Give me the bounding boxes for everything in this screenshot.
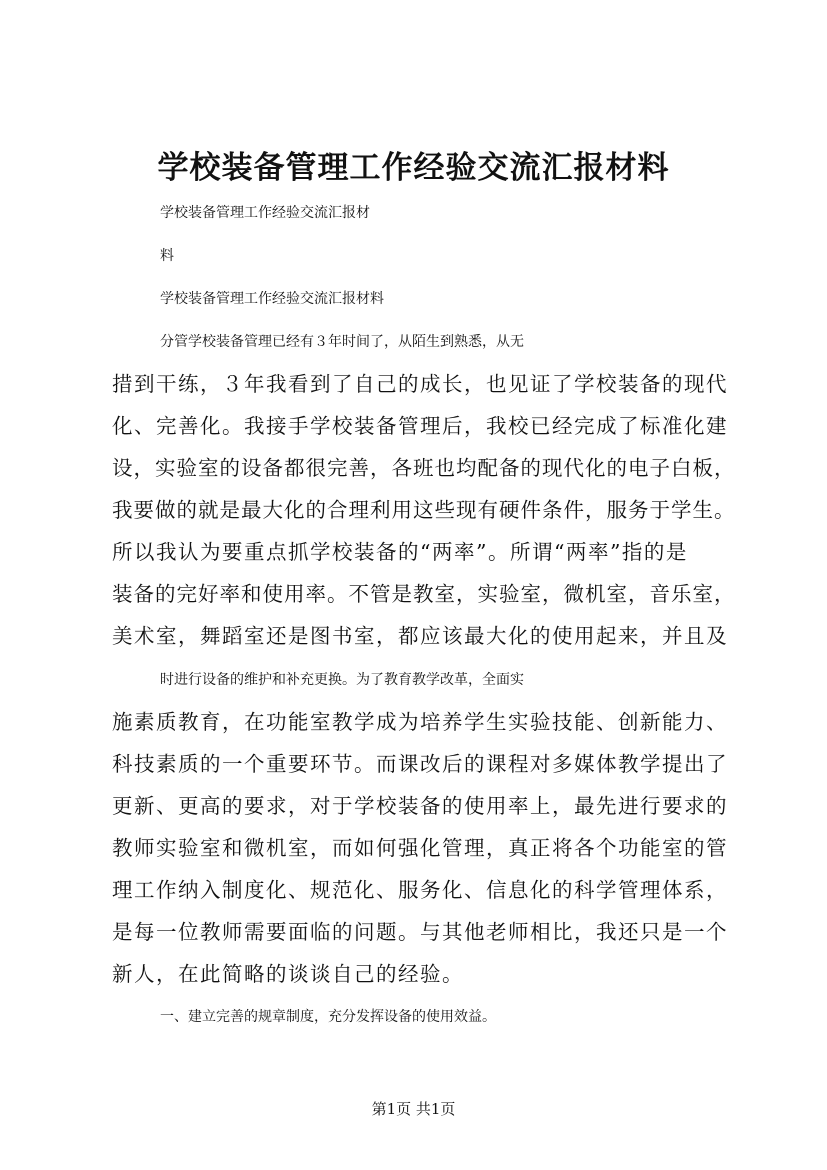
paragraph-line: 措到干练，３年我看到了自己的成长，也见证了学校装备的现代 — [112, 372, 728, 396]
paragraph-line: 科技素质的一个重要环节。而课改后的课程对多媒体教学提出了 — [112, 752, 728, 776]
paragraph-line: 我要做的就是最大化的合理利用这些现有硬件条件，服务于学生。 — [112, 498, 736, 522]
heading-line: 学校装备管理工作经验交流汇报材料 — [160, 291, 384, 307]
paragraph-line: 设，实验室的设备都很完善，各班也均配备的现代化的电子白板， — [112, 456, 736, 480]
paragraph-line: 化、完善化。我接手学校装备管理后，我校已经完成了标准化建 — [112, 414, 728, 438]
paragraph-line: 时进行设备的维护和补充更换。为了教育教学改革，全面实 — [160, 672, 524, 688]
paragraph-line: 分管学校装备管理已经有３年时间了，从陌生到熟悉，从无 — [160, 334, 524, 350]
paragraph-line: 装备的完好率和使用率。不管是教室，实验室，微机室，音乐室， — [112, 582, 736, 606]
paragraph-line: 施素质教育，在功能室教学成为培养学生实验技能、创新能力、 — [112, 710, 728, 734]
paragraph-line: 所以我认为要重点抓学校装备的“两率”。所谓“两率”指的是 — [112, 540, 688, 564]
subtitle-line-2: 料 — [160, 248, 174, 264]
document-title: 学校装备管理工作经验交流汇报材料 — [157, 150, 670, 186]
paragraph-line: 理工作纳入制度化、规范化、服务化、信息化的科学管理体系， — [112, 878, 728, 902]
paragraph-line: 更新、更高的要求，对于学校装备的使用率上，最先进行要求的 — [112, 794, 728, 818]
paragraph-line: 教师实验室和微机室，而如何强化管理，真正将各个功能室的管 — [112, 836, 728, 860]
paragraph-line: 新人，在此简略的谈谈自己的经验。 — [112, 962, 464, 986]
section-heading: 一、建立完善的规章制度，充分发挥设备的使用效益。 — [160, 1009, 496, 1025]
paragraph-line: 是每一位教师需要面临的问题。与其他老师相比，我还只是一个 — [112, 920, 728, 944]
subtitle-line-1: 学校装备管理工作经验交流汇报材 — [160, 205, 370, 221]
paragraph-line: 美术室，舞蹈室还是图书室，都应该最大化的使用起来，并且及 — [112, 624, 728, 648]
page-footer: 第1页 共1页 — [371, 1100, 456, 1118]
